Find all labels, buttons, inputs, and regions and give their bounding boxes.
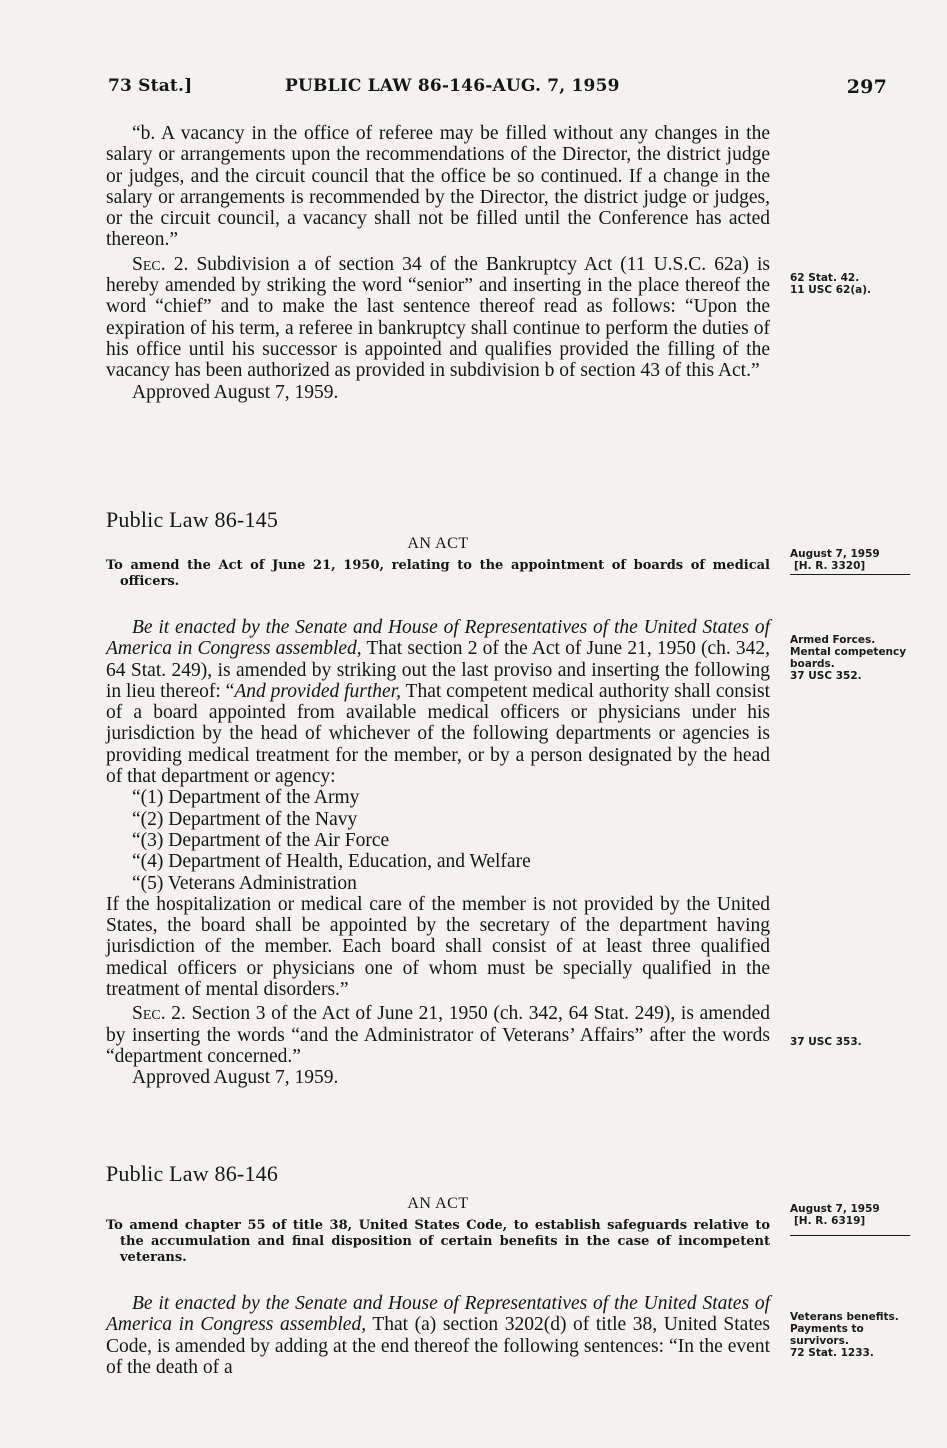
running-title: PUBLIC LAW 86-146-AUG. 7, 1959 (285, 76, 620, 96)
approval-line: Approved August 7, 1959. (132, 1067, 339, 1089)
margin-rule (790, 1235, 910, 1236)
enacting-clause (106, 617, 770, 787)
margin-topic-2: Mental competency boards. (790, 646, 907, 670)
margin-note-usc: 11 USC 62(a). (790, 284, 872, 296)
purpose-text: To amend chapter 55 of title 38, United States Code, to establish safeguards relative to the accumulation and final disposition of certain benefits in the case of incompetent veterans. (106, 1218, 770, 1265)
section-1-text: That (a) section 3202(d) of title 38, United States Code, is amended by adding at the end thereof the following sentences: “In the event of the death of a (106, 1314, 771, 1378)
proviso-italic: And provided further, (234, 680, 401, 702)
section-2 (106, 1003, 770, 1067)
margin-rule (790, 574, 910, 575)
margin-topic-1: Veterans benefits. (790, 1311, 899, 1323)
purpose-text: To amend the Act of June 21, 1950, relating to the appointment of boards of medical officers. (106, 558, 770, 589)
law-145-body (106, 617, 770, 1089)
department-item: “(4) Department of Health, Education, and Welfare (132, 851, 531, 873)
date-note: August 7, 1959 (790, 1203, 880, 1215)
department-item: “(1) Department of the Army (132, 787, 360, 809)
section-1-text-b: That competent medical authority shall consist of a board appointed from available medical officers or physicians under his jurisdiction by the head of whichever of the following departments or agencies is providing medical treatment for the member, or by a person designated by the head of that department or agency: (106, 680, 771, 788)
act-header: AN ACT (407, 1195, 469, 1212)
approval-line: Approved August 7, 1959. (132, 381, 339, 403)
section-label: Sec. (132, 1003, 166, 1025)
enactment-date-note (790, 1203, 920, 1227)
section-2-text: 2. Section 3 of the Act of June 21, 1950 (ch. 342, 64 Stat. 249), is amended by inserting the words “and the Administrator of Veterans’ Affairs” after the words “department concerned.” (106, 1003, 770, 1067)
continuation-text (106, 123, 770, 403)
act-purpose (106, 1218, 770, 1266)
department-item: “(5) Veterans Administration (132, 872, 357, 894)
margin-note-stat: 62 Stat. 42. (790, 272, 860, 284)
enacting-clause (106, 1293, 770, 1378)
act-purpose (106, 558, 770, 590)
enacting-formula: Be it enacted by the Senate and House of Representatives of the United States of America in Congress assembled, (106, 617, 770, 660)
page-number: 297 (846, 76, 887, 98)
margin-topic (790, 634, 920, 682)
law-title-86-146: Public Law 86-146 (106, 1161, 279, 1186)
margin-topic-1: Armed Forces. (790, 634, 876, 646)
enactment-date-note (790, 548, 920, 572)
section-label: Sec. (132, 253, 166, 275)
margin-topic-3: 37 USC 352. (790, 670, 862, 682)
margin-citation (790, 272, 920, 296)
law-146-body (106, 1293, 770, 1378)
date-note: August 7, 1959 (790, 548, 880, 560)
margin-topic-3: 72 Stat. 1233. (790, 1347, 874, 1359)
closing-paragraph: If the hospitalization or medical care of the member is not provided by the United States, the board shall be appointed by the secretary of the department having jurisdiction of the member. Each board shall consist of at least three qualified medical officers or physicians one of whom must be specially qualified in the treatment of mental disorders.” (106, 893, 770, 1001)
act-header: AN ACT (407, 535, 469, 552)
enacting-formula: Be it enacted by the Senate and House of Representatives of the United States of America in Congress assembled, (106, 1293, 770, 1336)
volume-reference: 73 Stat.] (108, 76, 193, 96)
section-2-text: 2. Subdivision a of section 34 of the Bankruptcy Act (11 U.S.C. 62a) is hereby amended by striking the word “senior” and inserting in the place thereof the word “chief” and to make the last sentence thereof read as follows: “Upon the expiration of his term, a referee in bankruptcy shall continue to perform the duties of his office until his successor is appointed and qualifies provided the filling of the vacancy has been authorized as provided in subdivision b of section 43 of this Act.” (106, 253, 770, 382)
department-item: “(2) Department of the Navy (132, 808, 358, 830)
continuation-section-2 (106, 254, 770, 382)
paragraph-b: “b. A vacancy in the office of referee may be filled without any changes in the salary or arrangements upon the recommendations of the Director, the district judge or judges, and the circuit council that the office be so continued. If a change in the salary or arrangements is recommended by the Director, the district judge or judges, or the circuit council, a vacancy shall not be filled until the Conference has acted thereon.” (106, 123, 770, 251)
department-item: “(3) Department of the Air Force (132, 829, 390, 851)
section-1-text-a: That section 2 of the Act of June 21, 1950 (ch. 342, 64 Stat. 249), is amended by striking out the last proviso and inserting the following in lieu thereof: “ (106, 638, 770, 702)
margin-topic-2: Payments to survivors. (790, 1323, 864, 1347)
margin-citation-sec2: 37 USC 353. (790, 1036, 862, 1048)
bill-note: [H. R. 6319] (794, 1215, 866, 1227)
bill-note: [H. R. 3320] (794, 560, 866, 572)
margin-topic (790, 1311, 920, 1359)
law-title-86-145: Public Law 86-145 (106, 507, 279, 532)
